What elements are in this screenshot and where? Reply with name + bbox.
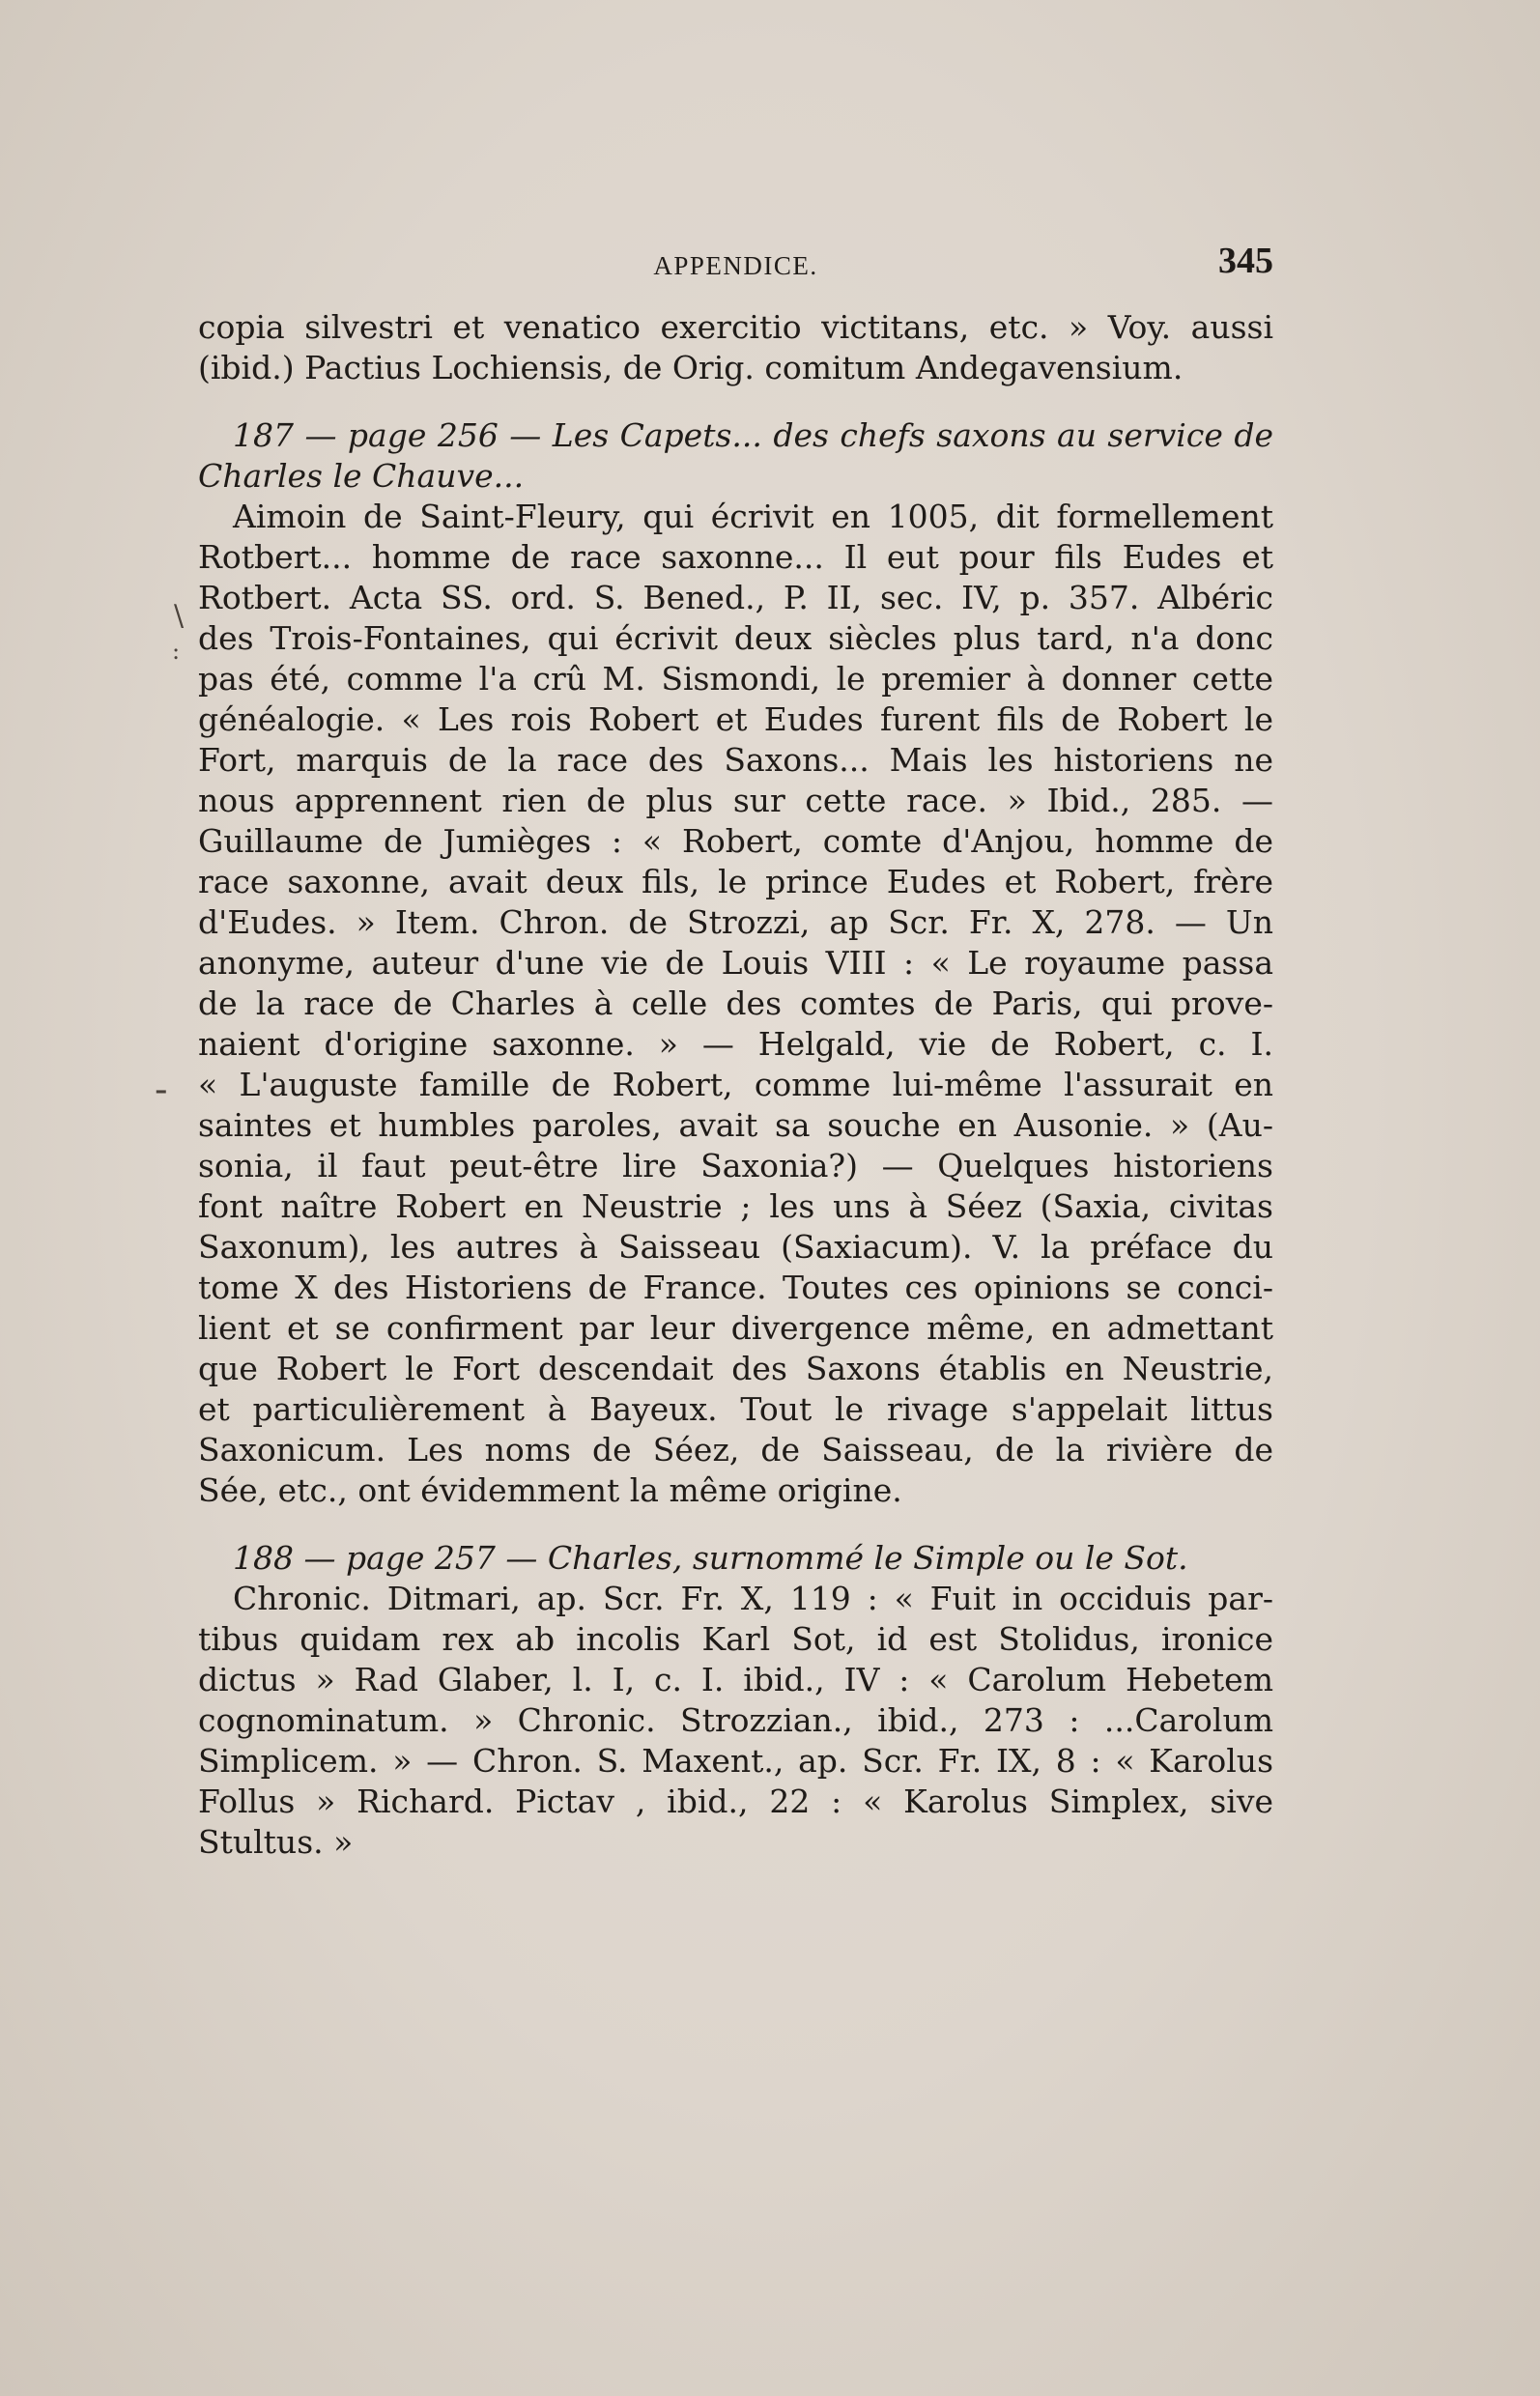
text-line: Aimoin de Saint-Fleury, qui écrivit en 1005, dit formellement xyxy=(233,498,1273,535)
text-line: (ibid.) Pactius Lochiensis, de Orig. comitum Andegavensium. xyxy=(198,349,1184,386)
text-line: Saxonicum. Les noms de Séez, de Saisseau, de la rivière de xyxy=(198,1431,1273,1469)
page-number: 345 xyxy=(1218,241,1273,281)
text-line: Saxonum), les autres à Saisseau (Saxiacum). V. la préface du xyxy=(198,1228,1273,1266)
text-line: Fort, marquis de la race des Saxons... Mais les historiens ne xyxy=(198,741,1273,779)
text-line: Rotbert... homme de race saxonne... Il eut pour fils Eudes et xyxy=(198,538,1273,576)
text-line: que Robert le Fort descendait des Saxons établis en Neustrie, xyxy=(198,1350,1273,1387)
text-line: pas été, comme l'a crû M. Sismondi, le premier à donner cette xyxy=(198,660,1273,698)
text-line: des Trois-Fontaines, qui écrivit deux siècles plus tard, n'a donc xyxy=(198,619,1273,657)
text-line: anonyme, auteur d'une vie de Louis VIII : « Le royaume passa xyxy=(198,944,1273,982)
text-line: lient et se confirment par leur divergence même, en admettant xyxy=(198,1309,1273,1347)
text-line: race saxonne, avait deux fils, le prince Eudes et Robert, frère xyxy=(198,863,1273,900)
text-line: saintes et humbles paroles, avait sa souche en Ausonie. » (Au- xyxy=(198,1106,1273,1144)
text-line: cognominatum. » Chronic. Strozzian., ibid., 273 : ...Carolum xyxy=(198,1701,1273,1739)
text-line: tome X des Historiens de France. Toutes ces opinions se conci- xyxy=(198,1269,1273,1306)
text-line: Chronic. Ditmari, ap. Scr. Fr. X, 119 : « Fuit in occiduis par- xyxy=(233,1580,1273,1617)
margin-mark: \ xyxy=(174,599,185,633)
text-line: Simplicem. » — Chron. S. Maxent., ap. Scr. Fr. IX, 8 : « Karolus xyxy=(198,1742,1273,1780)
text-line: Stultus. » xyxy=(198,1823,354,1861)
text-line: « L'auguste famille de Robert, comme lui-même l'assurait en xyxy=(198,1066,1273,1103)
running-head: APPENDICE. xyxy=(653,251,818,280)
text-line: tibus quidam rex ab incolis Karl Sot, id est Stolidus, ironice xyxy=(198,1620,1273,1658)
text-line: Follus » Richard. Pictav , ibid., 22 : « Karolus Simplex, sive xyxy=(198,1783,1273,1820)
text-line: copia silvestri et venatico exercitio victitans, etc. » Voy. aussi xyxy=(198,308,1273,346)
text-line: d'Eudes. » Item. Chron. de Strozzi, ap Scr. Fr. X, 278. — Un xyxy=(198,903,1273,941)
margin-mark: : xyxy=(172,638,181,665)
text-line: généalogie. « Les rois Robert et Eudes furent fils de Robert le xyxy=(198,700,1273,738)
page-header xyxy=(198,240,1273,288)
body-text xyxy=(198,307,1273,1863)
margin-mark: - xyxy=(155,1068,168,1112)
text-line: et particulièrement à Bayeux. Tout le rivage s'appelait littus xyxy=(198,1390,1273,1428)
note-heading: 188 — page 257 — Charles, surnommé le Simple ou le Sot. xyxy=(233,1539,1188,1577)
text-line: dictus » Rad Glaber, l. I, c. I. ibid., IV : « Carolum Hebetem xyxy=(198,1661,1273,1698)
text-line: sonia, il faut peut-être lire Saxonia?) — Quelques historiens xyxy=(198,1147,1273,1184)
note-heading: 187 — page 256 — Les Capets... des chefs saxons au service de xyxy=(233,416,1273,454)
text-line: Rotbert. Acta SS. ord. S. Bened., P. II, sec. IV, p. 357. Albéric xyxy=(198,579,1273,616)
note-heading: Charles le Chauve... xyxy=(198,457,525,495)
text-line: Guillaume de Jumièges : « Robert, comte d'Anjou, homme de xyxy=(198,822,1273,860)
text-line: de la race de Charles à celle des comtes de Paris, qui prove- xyxy=(198,984,1273,1022)
text-line: naient d'origine saxonne. » — Helgald, vie de Robert, c. I. xyxy=(198,1025,1273,1063)
text-line: nous apprennent rien de plus sur cette race. » Ibid., 285. — xyxy=(198,782,1273,819)
text-line: Sée, etc., ont évidemment la même origine. xyxy=(198,1471,902,1509)
text-line: font naître Robert en Neustrie ; les uns à Séez (Saxia, civitas xyxy=(198,1187,1273,1225)
